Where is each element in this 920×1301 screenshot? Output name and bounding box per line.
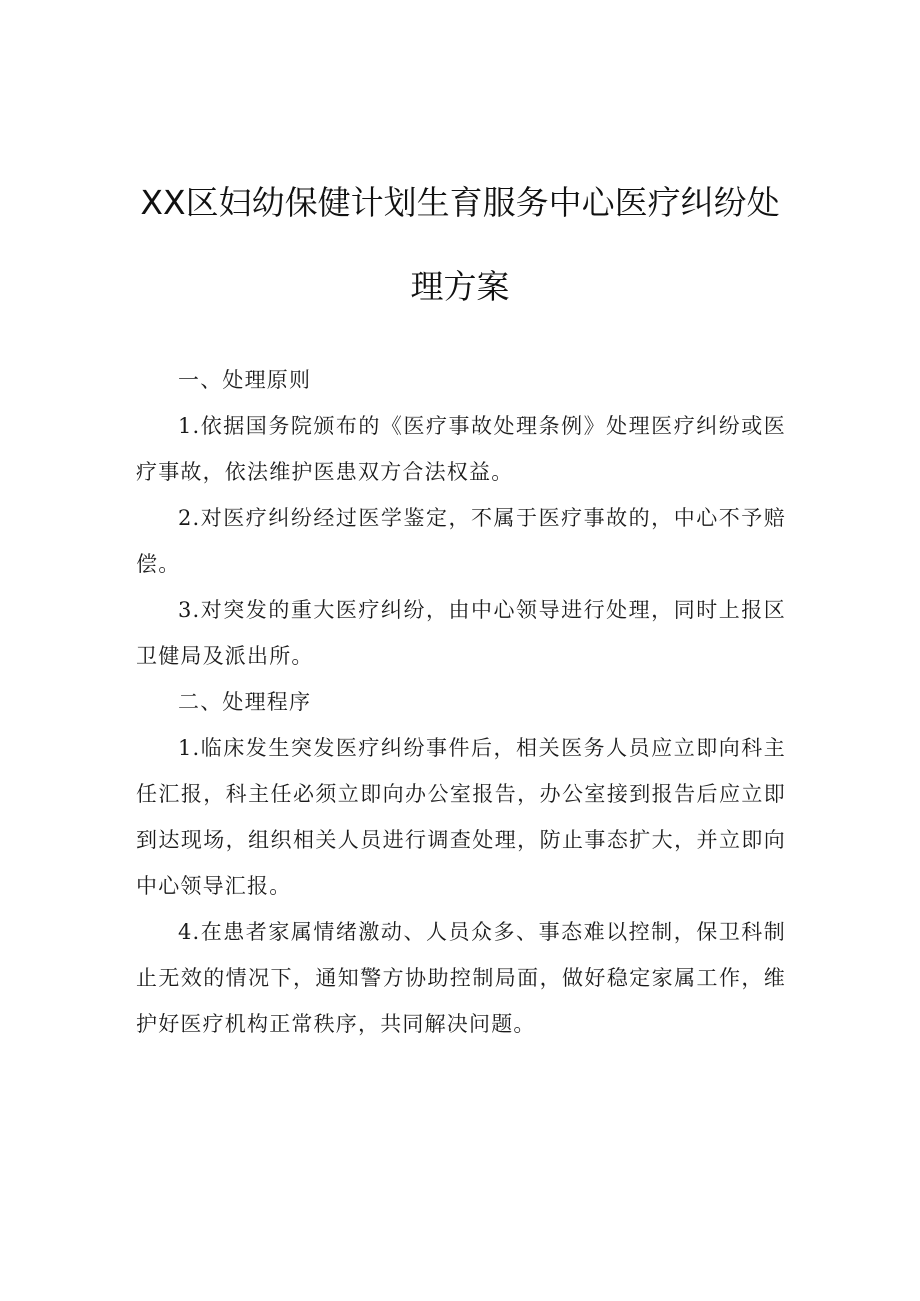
document-title-line-1: XX区妇幼保健计划生育服务中心医疗纠纷处 xyxy=(140,183,780,222)
section-heading-procedure: 二、处理程序 xyxy=(178,690,312,714)
principle-item-1: 1.依据国务院颁布的《医疗事故处理条例》处理医疗纠纷或医疗事故，依法维护医患双方合法权益。 xyxy=(136,414,786,484)
principle-item-3: 3.对突发的重大医疗纠纷，由中心领导进行处理，同时上报区卫健局及派出所。 xyxy=(136,598,786,668)
section-heading-principles: 一、处理原则 xyxy=(178,368,312,392)
procedure-item-4: 4.在患者家属情绪激动、人员众多、事态难以控制，保卫科制止无效的情况下，通知警方协助控制局面，做好稳定家属工作，维护好医疗机构正常秩序，共同解决问题。 xyxy=(136,920,786,1036)
document-body xyxy=(136,357,786,1047)
principle-item-2: 2.对医疗纠纷经过医学鉴定，不属于医疗事故的，中心不予赔偿。 xyxy=(136,506,786,576)
document-title-line-2: 理方案 xyxy=(410,267,510,306)
procedure-item-1: 1.临床发生突发医疗纠纷事件后，相关医务人员应立即向科主任汇报，科主任必须立即向办公室报告，办公室接到报告后应立即到达现场，组织相关人员进行调查处理，防止事态扩大，并立即向中心领导汇报。 xyxy=(136,736,786,898)
